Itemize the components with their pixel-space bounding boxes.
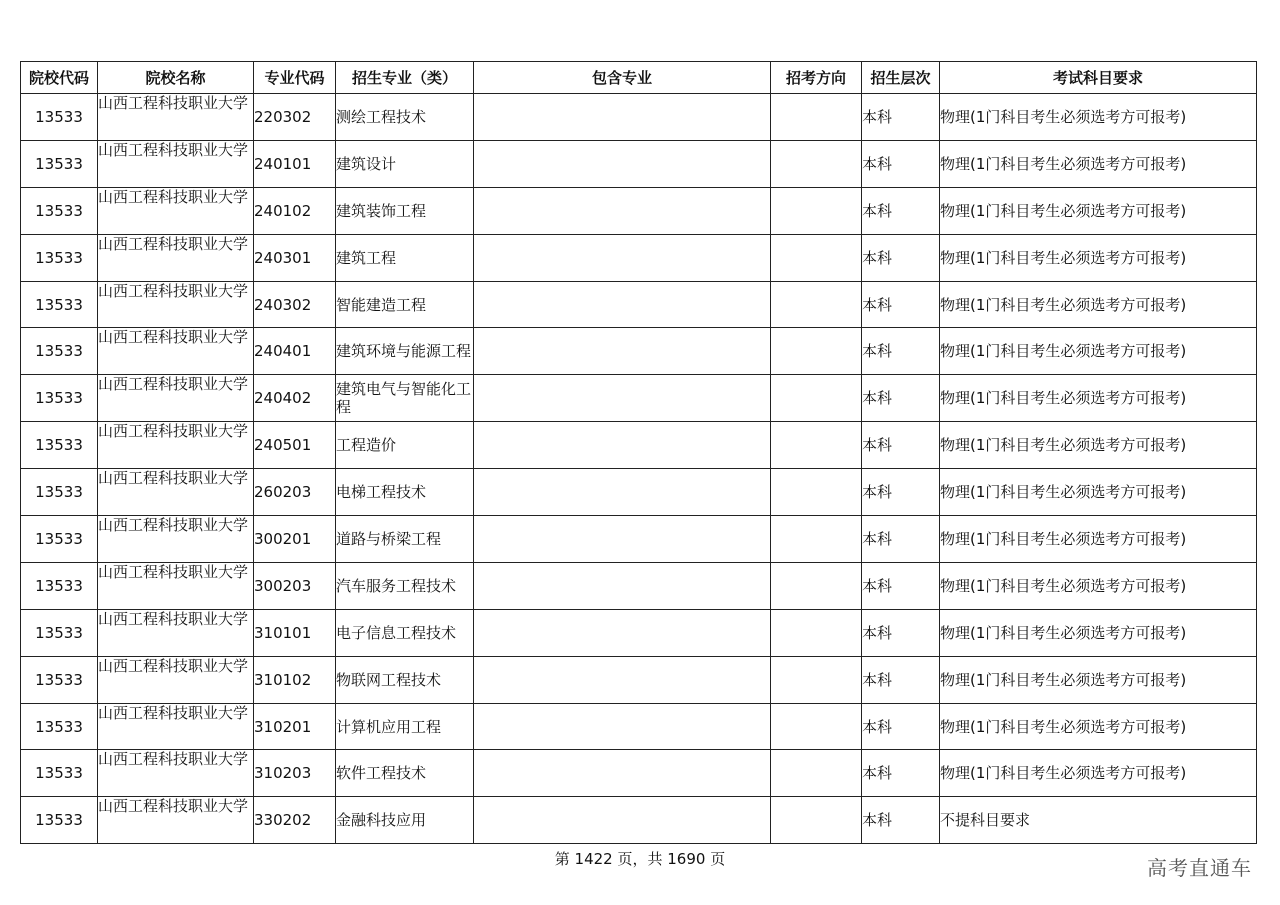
- table-row: [21, 422, 1257, 469]
- cell-school-code: 13533: [21, 375, 98, 422]
- cell-included-majors: [474, 656, 771, 703]
- cell-level: 本科: [862, 797, 940, 844]
- cell-requirement: 物理(1门科目考生必须选考方可报考): [940, 562, 1257, 609]
- cell-school-name: 山西工程科技职业大学: [98, 328, 254, 375]
- cell-included-majors: [474, 609, 771, 656]
- cell-direction: [771, 656, 862, 703]
- cell-major: 道路与桥梁工程: [336, 516, 474, 563]
- cell-included-majors: [474, 750, 771, 797]
- header-included-majors: 包含专业: [474, 62, 771, 94]
- cell-school-code: 13533: [21, 422, 98, 469]
- cell-included-majors: [474, 375, 771, 422]
- cell-included-majors: [474, 797, 771, 844]
- cell-major-code: 310101: [254, 609, 336, 656]
- cell-direction: [771, 140, 862, 187]
- cell-school-name: 山西工程科技职业大学: [98, 703, 254, 750]
- cell-direction: [771, 94, 862, 141]
- cell-level: 本科: [862, 187, 940, 234]
- table-row: [21, 750, 1257, 797]
- cell-major: 计算机应用工程: [336, 703, 474, 750]
- cell-requirement: 物理(1门科目考生必须选考方可报考): [940, 94, 1257, 141]
- cell-major: 建筑工程: [336, 234, 474, 281]
- cell-major: 智能建造工程: [336, 281, 474, 328]
- cell-major-code: 330202: [254, 797, 336, 844]
- cell-school-code: 13533: [21, 140, 98, 187]
- table-row: [21, 516, 1257, 563]
- cell-major: 工程造价: [336, 422, 474, 469]
- cell-requirement: 物理(1门科目考生必须选考方可报考): [940, 703, 1257, 750]
- cell-level: 本科: [862, 234, 940, 281]
- cell-major: 建筑设计: [336, 140, 474, 187]
- cell-school-code: 13533: [21, 187, 98, 234]
- cell-direction: [771, 797, 862, 844]
- cell-school-name: 山西工程科技职业大学: [98, 750, 254, 797]
- cell-direction: [771, 234, 862, 281]
- header-level: 招生层次: [862, 62, 940, 94]
- cell-requirement: 物理(1门科目考生必须选考方可报考): [940, 469, 1257, 516]
- cell-level: 本科: [862, 469, 940, 516]
- cell-major-code: 240402: [254, 375, 336, 422]
- cell-major: 金融科技应用: [336, 797, 474, 844]
- cell-major-code: 310203: [254, 750, 336, 797]
- cell-requirement: 物理(1门科目考生必须选考方可报考): [940, 750, 1257, 797]
- cell-included-majors: [474, 562, 771, 609]
- cell-school-name: 山西工程科技职业大学: [98, 140, 254, 187]
- cell-included-majors: [474, 328, 771, 375]
- page-number: 第 1422 页，共 1690 页: [554, 850, 726, 868]
- header-school-name: 院校名称: [98, 62, 254, 94]
- admissions-table: [20, 61, 1257, 844]
- cell-school-code: 13533: [21, 609, 98, 656]
- cell-major: 汽车服务工程技术: [336, 562, 474, 609]
- cell-school-code: 13533: [21, 797, 98, 844]
- cell-level: 本科: [862, 516, 940, 563]
- cell-requirement: 物理(1门科目考生必须选考方可报考): [940, 516, 1257, 563]
- cell-included-majors: [474, 234, 771, 281]
- cell-requirement: 物理(1门科目考生必须选考方可报考): [940, 234, 1257, 281]
- table-row: [21, 328, 1257, 375]
- header-major-code: 专业代码: [254, 62, 336, 94]
- cell-requirement: 物理(1门科目考生必须选考方可报考): [940, 609, 1257, 656]
- cell-direction: [771, 469, 862, 516]
- header-direction: 招考方向: [771, 62, 862, 94]
- cell-school-name: 山西工程科技职业大学: [98, 516, 254, 563]
- cell-major-code: 220302: [254, 94, 336, 141]
- table-row: [21, 609, 1257, 656]
- cell-included-majors: [474, 422, 771, 469]
- cell-major-code: 240102: [254, 187, 336, 234]
- cell-level: 本科: [862, 281, 940, 328]
- cell-major: 软件工程技术: [336, 750, 474, 797]
- cell-level: 本科: [862, 562, 940, 609]
- cell-school-name: 山西工程科技职业大学: [98, 656, 254, 703]
- table-row: [21, 797, 1257, 844]
- cell-direction: [771, 562, 862, 609]
- cell-requirement: 物理(1门科目考生必须选考方可报考): [940, 281, 1257, 328]
- cell-major-code: 300201: [254, 516, 336, 563]
- cell-level: 本科: [862, 328, 940, 375]
- table-header-row: [21, 62, 1257, 94]
- cell-included-majors: [474, 703, 771, 750]
- cell-direction: [771, 375, 862, 422]
- cell-level: 本科: [862, 656, 940, 703]
- cell-requirement: 物理(1门科目考生必须选考方可报考): [940, 422, 1257, 469]
- table-row: [21, 656, 1257, 703]
- cell-included-majors: [474, 140, 771, 187]
- cell-requirement: 不提科目要求: [940, 797, 1257, 844]
- cell-major: 测绘工程技术: [336, 94, 474, 141]
- cell-school-name: 山西工程科技职业大学: [98, 187, 254, 234]
- cell-school-code: 13533: [21, 516, 98, 563]
- cell-school-code: 13533: [21, 469, 98, 516]
- cell-direction: [771, 750, 862, 797]
- table-row: [21, 562, 1257, 609]
- header-requirement: 考试科目要求: [940, 62, 1257, 94]
- cell-major-code: 240101: [254, 140, 336, 187]
- cell-school-name: 山西工程科技职业大学: [98, 94, 254, 141]
- cell-major: 物联网工程技术: [336, 656, 474, 703]
- cell-school-name: 山西工程科技职业大学: [98, 797, 254, 844]
- cell-major-code: 240501: [254, 422, 336, 469]
- cell-school-code: 13533: [21, 703, 98, 750]
- cell-school-name: 山西工程科技职业大学: [98, 562, 254, 609]
- cell-included-majors: [474, 469, 771, 516]
- cell-school-code: 13533: [21, 562, 98, 609]
- cell-requirement: 物理(1门科目考生必须选考方可报考): [940, 187, 1257, 234]
- cell-direction: [771, 609, 862, 656]
- cell-major: 电梯工程技术: [336, 469, 474, 516]
- cell-level: 本科: [862, 140, 940, 187]
- cell-major: 建筑装饰工程: [336, 187, 474, 234]
- cell-included-majors: [474, 187, 771, 234]
- cell-requirement: 物理(1门科目考生必须选考方可报考): [940, 328, 1257, 375]
- watermark: 高考直通车: [1147, 856, 1252, 880]
- cell-major-code: 260203: [254, 469, 336, 516]
- header-major: 招生专业（类）: [336, 62, 474, 94]
- cell-school-code: 13533: [21, 281, 98, 328]
- table-row: [21, 94, 1257, 141]
- cell-school-code: 13533: [21, 656, 98, 703]
- cell-major: 电子信息工程技术: [336, 609, 474, 656]
- cell-direction: [771, 516, 862, 563]
- table-row: [21, 703, 1257, 750]
- cell-major: 建筑环境与能源工程: [336, 328, 474, 375]
- cell-level: 本科: [862, 375, 940, 422]
- cell-school-code: 13533: [21, 94, 98, 141]
- cell-major: 建筑电气与智能化工程: [336, 375, 474, 422]
- cell-direction: [771, 187, 862, 234]
- table-row: [21, 375, 1257, 422]
- cell-major-code: 240302: [254, 281, 336, 328]
- table-row: [21, 234, 1257, 281]
- cell-major-code: 310102: [254, 656, 336, 703]
- cell-included-majors: [474, 281, 771, 328]
- header-school-code: 院校代码: [21, 62, 98, 94]
- table-row: [21, 469, 1257, 516]
- cell-requirement: 物理(1门科目考生必须选考方可报考): [940, 140, 1257, 187]
- cell-direction: [771, 328, 862, 375]
- cell-school-name: 山西工程科技职业大学: [98, 609, 254, 656]
- table-row: [21, 281, 1257, 328]
- cell-school-code: 13533: [21, 328, 98, 375]
- cell-requirement: 物理(1门科目考生必须选考方可报考): [940, 656, 1257, 703]
- cell-direction: [771, 281, 862, 328]
- cell-direction: [771, 703, 862, 750]
- cell-level: 本科: [862, 609, 940, 656]
- table-row: [21, 140, 1257, 187]
- cell-included-majors: [474, 94, 771, 141]
- table-row: [21, 187, 1257, 234]
- cell-major-code: 300203: [254, 562, 336, 609]
- cell-requirement: 物理(1门科目考生必须选考方可报考): [940, 375, 1257, 422]
- cell-major-code: 240301: [254, 234, 336, 281]
- cell-school-name: 山西工程科技职业大学: [98, 469, 254, 516]
- cell-level: 本科: [862, 703, 940, 750]
- cell-level: 本科: [862, 750, 940, 797]
- cell-school-name: 山西工程科技职业大学: [98, 422, 254, 469]
- cell-school-code: 13533: [21, 750, 98, 797]
- cell-included-majors: [474, 516, 771, 563]
- table-body: [21, 94, 1257, 844]
- cell-school-name: 山西工程科技职业大学: [98, 234, 254, 281]
- cell-major-code: 310201: [254, 703, 336, 750]
- cell-level: 本科: [862, 422, 940, 469]
- cell-school-code: 13533: [21, 234, 98, 281]
- cell-direction: [771, 422, 862, 469]
- cell-major-code: 240401: [254, 328, 336, 375]
- cell-school-name: 山西工程科技职业大学: [98, 375, 254, 422]
- cell-level: 本科: [862, 94, 940, 141]
- cell-school-name: 山西工程科技职业大学: [98, 281, 254, 328]
